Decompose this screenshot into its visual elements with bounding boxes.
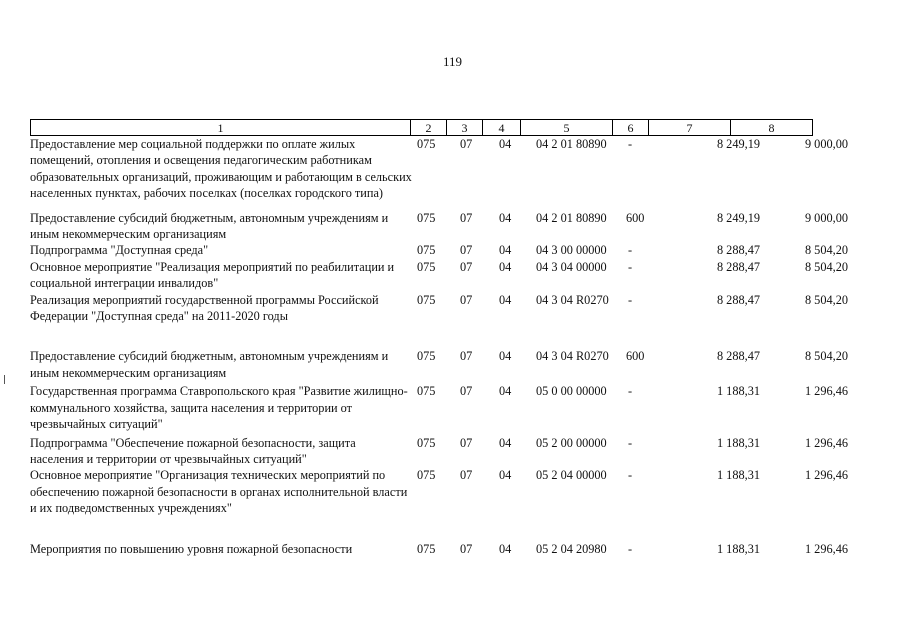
amount-col-7: 8 288,47 <box>716 292 760 307</box>
amount-col-7: 1 188,31 <box>716 468 760 483</box>
amount-col-7: 8 249,19 <box>716 210 760 225</box>
table-row <box>30 348 848 381</box>
column-header-6: 6 <box>613 120 649 136</box>
amount-col-7: 1 188,31 <box>716 541 760 556</box>
table-row <box>30 541 848 557</box>
row-description: Государственная программа Ставропольского края "Развитие жилищно-коммунального хозяйства, защита населения и территории от чрезвычайных ситуаций" <box>30 384 408 432</box>
ved-code: 075 <box>417 243 436 258</box>
amount-col-8: 1 296,46 <box>804 541 848 556</box>
expense-type-code: - <box>628 243 633 258</box>
row-description: Основное мероприятие "Организация технических мероприятий по обеспечению пожарной безопасности в органах исполнительной власти и их подведомственных учреждениях" <box>30 468 408 516</box>
amount-col-8: 1 296,46 <box>804 384 848 399</box>
section-code: 07 <box>460 292 473 307</box>
amount-col-7: 8 288,47 <box>716 243 760 258</box>
expense-type-code: - <box>628 137 633 151</box>
ved-code: 075 <box>417 435 436 450</box>
subsection-code: 04 <box>499 384 512 399</box>
table-row <box>30 136 848 202</box>
scan-margin-mark <box>4 375 5 384</box>
ved-code: 075 <box>417 292 436 307</box>
amount-col-7: 8 288,47 <box>716 349 760 364</box>
target-article-code: 05 2 04 20980 <box>536 541 607 556</box>
amount-col-8: 9 000,00 <box>804 137 848 151</box>
subsection-code: 04 <box>499 243 512 258</box>
expense-type-code: 600 <box>626 349 645 364</box>
column-header-3: 3 <box>447 120 483 136</box>
section-code: 07 <box>460 541 473 556</box>
amount-col-8: 8 504,20 <box>804 259 848 274</box>
subsection-code: 04 <box>499 468 512 483</box>
section-code: 07 <box>460 349 473 364</box>
amount-col-8: 9 000,00 <box>804 210 848 225</box>
row-description: Основное мероприятие "Реализация мероприятий по реабилитации и социальной интеграции инвалидов" <box>30 259 395 291</box>
target-article-code: 05 2 00 00000 <box>536 435 607 450</box>
ved-code: 075 <box>417 541 436 556</box>
target-article-code: 04 2 01 80890 <box>536 210 607 225</box>
section-code: 07 <box>460 137 473 151</box>
table-row <box>30 383 848 432</box>
row-description: Мероприятия по повышению уровня пожарной безопасности <box>30 541 353 556</box>
row-description: Предоставление мер социальной поддержки по оплате жилых помещений, отопления и освещения педагогическим работникам образовательных организаций, проживающим и работающим в сельских населенных пунктах, рабочих поселках (поселках городского типа) <box>30 137 412 201</box>
expense-type-code: 600 <box>626 210 645 225</box>
target-article-code: 04 3 00 00000 <box>536 243 607 258</box>
section-code: 07 <box>460 468 473 483</box>
amount-col-7: 8 288,47 <box>716 259 760 274</box>
ved-code: 075 <box>417 468 436 483</box>
table-row <box>30 435 848 468</box>
row-description: Реализация мероприятий государственной программы Российской Федерации "Доступная среда" на 2011-2020 годы <box>30 292 379 324</box>
ved-code: 075 <box>417 384 436 399</box>
amount-col-7: 1 188,31 <box>716 384 760 399</box>
amount-col-7: 8 249,19 <box>716 137 760 151</box>
amount-col-8: 1 296,46 <box>804 468 848 483</box>
section-code: 07 <box>460 243 473 258</box>
subsection-code: 04 <box>499 210 512 225</box>
column-header-row <box>31 120 813 136</box>
section-code: 07 <box>460 435 473 450</box>
column-header-5: 5 <box>521 120 613 136</box>
column-header-table <box>30 119 813 136</box>
table-row <box>30 292 848 325</box>
subsection-code: 04 <box>499 259 512 274</box>
subsection-code: 04 <box>499 292 512 307</box>
row-description: Предоставление субсидий бюджетным, автономным учреждениям и иным некоммерческим организациям <box>30 349 389 380</box>
column-header-2: 2 <box>411 120 447 136</box>
table-row <box>30 467 848 516</box>
table-row <box>30 259 848 292</box>
expense-type-code: - <box>628 292 633 307</box>
amount-col-8: 8 504,20 <box>804 349 848 364</box>
ved-code: 075 <box>417 259 436 274</box>
target-article-code: 04 2 01 80890 <box>536 137 607 151</box>
ved-code: 075 <box>417 349 436 364</box>
section-code: 07 <box>460 384 473 399</box>
target-article-code: 04 3 04 R0270 <box>536 292 609 307</box>
column-header-8: 8 <box>731 120 813 136</box>
subsection-code: 04 <box>499 349 512 364</box>
target-article-code: 05 2 04 00000 <box>536 468 607 483</box>
expense-type-code: - <box>628 541 633 556</box>
amount-col-8: 8 504,20 <box>804 243 848 258</box>
expense-type-code: - <box>628 384 633 399</box>
ved-code: 075 <box>417 137 436 151</box>
amount-col-8: 8 504,20 <box>804 292 848 307</box>
table-row <box>30 210 848 243</box>
subsection-code: 04 <box>499 435 512 450</box>
row-description: Подпрограмма "Доступная среда" <box>30 243 209 258</box>
subsection-code: 04 <box>499 541 512 556</box>
column-header-1: 1 <box>31 120 411 136</box>
row-description: Предоставление субсидий бюджетным, автономным учреждениям и иным некоммерческим организациям <box>30 210 389 242</box>
target-article-code: 04 3 04 00000 <box>536 259 607 274</box>
section-code: 07 <box>460 259 473 274</box>
page-number: 119 <box>442 54 463 69</box>
ved-code: 075 <box>417 210 436 225</box>
section-code: 07 <box>460 210 473 225</box>
target-article-code: 05 0 00 00000 <box>536 384 607 399</box>
expense-type-code: - <box>628 468 633 483</box>
target-article-code: 04 3 04 R0270 <box>536 349 609 364</box>
column-header-7: 7 <box>649 120 731 136</box>
column-header-4: 4 <box>483 120 521 136</box>
expense-type-code: - <box>628 435 633 450</box>
amount-col-7: 1 188,31 <box>716 435 760 450</box>
subsection-code: 04 <box>499 137 512 151</box>
expense-type-code: - <box>628 259 633 274</box>
row-description: Подпрограмма "Обеспечение пожарной безопасности, защита населения и территории от чрезвычайных ситуаций" <box>30 435 356 466</box>
budget-rows <box>30 136 848 557</box>
amount-col-8: 1 296,46 <box>804 435 848 450</box>
table-row <box>30 242 848 258</box>
